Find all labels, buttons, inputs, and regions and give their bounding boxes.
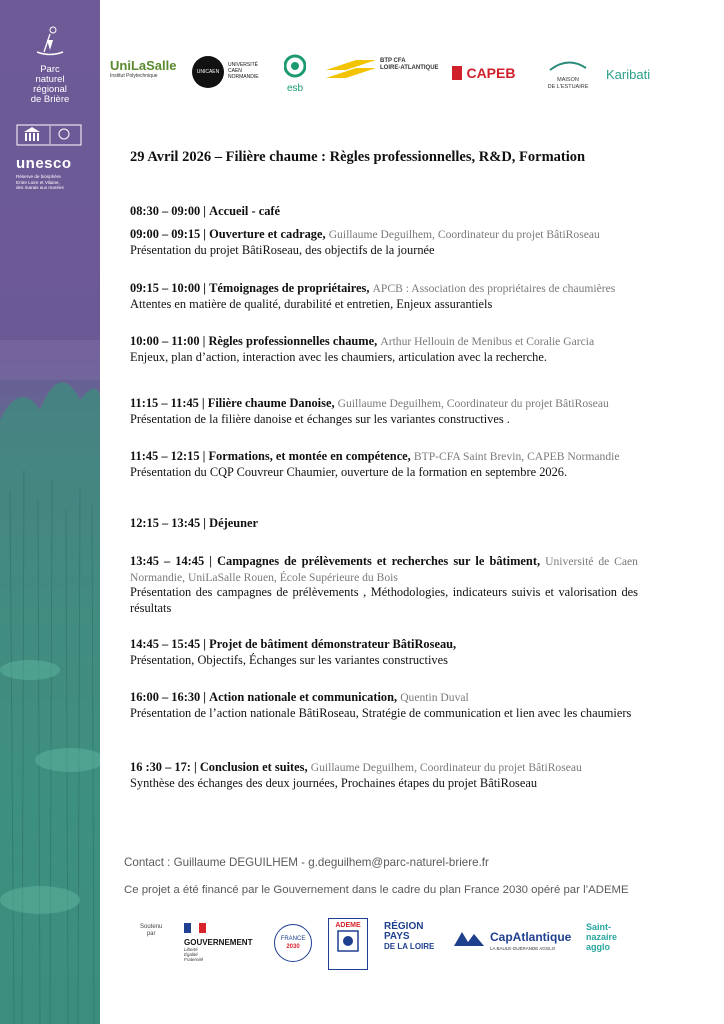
contact-line: Contact : Guillaume DEGUILHEM - g.deguilhem@parc-naturel-briere.fr xyxy=(124,856,489,869)
capatlantique-logo xyxy=(452,928,572,955)
parc-name-line: naturel xyxy=(35,74,65,85)
unesco-logo xyxy=(16,124,90,191)
program-item xyxy=(130,227,638,258)
gouvernement-wordmark: GOUVERNEMENT xyxy=(184,938,253,947)
saint-nazaire-agglo-logo xyxy=(586,922,617,952)
item-time: 11:45 – 12:15 | xyxy=(130,449,206,463)
funding-line: Ce projet a été financé par le Gouvernement dans le cadre du plan France 2030 opéré par l’ADEME xyxy=(124,884,629,896)
program-item xyxy=(130,690,638,721)
item-speaker: Quentin Duval xyxy=(400,691,469,704)
capeb-logo xyxy=(452,64,515,82)
item-speaker: Guillaume Deguilhem, Coordinateur du projet BâtiRoseau xyxy=(337,397,609,410)
france-2030-logo xyxy=(274,924,312,962)
item-time: 16:00 – 16:30 | xyxy=(130,690,207,704)
motto-line: Égalité xyxy=(184,952,198,957)
unicaen-sub: NORMANDIE xyxy=(228,74,259,80)
left-sidebar-band xyxy=(0,0,100,1024)
esb-wordmark: esb xyxy=(286,83,304,94)
region-pays-loire-logo xyxy=(384,922,434,952)
capeb-wordmark: CAPEB xyxy=(466,64,516,81)
item-time: 09:15 – 10:00 | xyxy=(130,281,207,295)
ademe-logo xyxy=(328,918,368,970)
ademe-emblem-icon xyxy=(336,929,360,953)
item-title: Déjeuner xyxy=(209,516,259,530)
item-description: Enjeux, plan d’action, interaction avec les chaumiers, articulation avec la recherche. xyxy=(130,349,547,364)
item-time: 08:30 – 09:00 | xyxy=(130,204,207,218)
item-time: 16 :30 – 17: | xyxy=(130,760,197,774)
france2030-line: FRANCE xyxy=(280,936,306,942)
item-speaker: BTP-CFA Saint Brevin, CAPEB Normandie xyxy=(413,450,620,463)
item-title: Règles professionnelles chaume, xyxy=(208,334,378,348)
unesco-sub-line: Réserve de biosphère xyxy=(16,174,61,179)
esb-logo xyxy=(284,54,306,94)
item-title: Ouverture et cadrage, xyxy=(209,227,326,241)
btp-title-line: BTP CFA xyxy=(380,58,406,64)
item-title: Projet de bâtiment démonstrateur BâtiRoseau, xyxy=(209,637,457,651)
item-description: Présentation de l’action nationale BâtiRoseau, Stratégie de communication et lien avec les chaumiers xyxy=(130,705,632,720)
capeb-mark-icon xyxy=(452,66,462,80)
item-title: Filière chaume Danoise, xyxy=(207,396,335,410)
parc-name-line: régional xyxy=(33,84,67,95)
saintnaz-line: Saint- xyxy=(586,922,612,932)
item-time: 12:15 – 13:45 | xyxy=(130,516,207,530)
program-item xyxy=(130,637,638,668)
unesco-temple-icon xyxy=(16,124,82,146)
unicaen-badge: UNICAEN xyxy=(192,56,224,88)
unicaen-logo xyxy=(192,56,262,90)
item-title: Formations, et montée en compétence, xyxy=(208,449,411,463)
item-title: Action nationale et communication, xyxy=(209,690,398,704)
item-title: Campagnes de prélèvements et recherches sur le bâtiment, xyxy=(217,554,541,568)
unesco-wordmark: unesco xyxy=(16,155,72,172)
heron-boat-icon xyxy=(35,24,65,58)
item-time: 14:45 – 15:45 | xyxy=(130,637,207,651)
partner-logos-bottom xyxy=(140,918,640,974)
esb-leaf-icon xyxy=(284,54,306,78)
tricolor-flag-icon xyxy=(184,923,206,933)
item-description: Présentation du CQP Couvreur Chaumier, ouverture de la formation en septembre 2026. xyxy=(130,464,568,479)
btp-title-line: LOIRE-ATLANTIQUE xyxy=(380,65,439,71)
soutenu-par-label xyxy=(140,924,162,938)
item-title: Témoignages de propriétaires, xyxy=(209,281,370,295)
unesco-sub-line: des marais aux marées xyxy=(16,185,64,190)
marsh-vegetation-illustration xyxy=(0,340,100,1024)
karibati-logo xyxy=(606,66,650,84)
item-time: 09:00 – 09:15 | xyxy=(130,227,207,241)
cap-wave-icon xyxy=(452,928,486,950)
unicaen-sub: UNIVERSITÉ xyxy=(228,62,259,68)
item-time: 13:45 – 14:45 | xyxy=(130,554,212,568)
motto-line: Fraternité xyxy=(184,957,204,962)
program-item xyxy=(130,449,638,480)
item-speaker: Guillaume Deguilhem, Coordinateur du projet BâtiRoseau xyxy=(310,761,582,774)
unilasalle-logo xyxy=(110,58,176,79)
item-time: 11:15 – 11:45 | xyxy=(130,396,205,410)
unicaen-sub: CAEN xyxy=(228,68,242,74)
program-item xyxy=(130,334,638,365)
gouvernement-logo xyxy=(184,920,252,962)
program-item xyxy=(130,396,638,427)
page-title: 29 Avril 2026 – Filière chaume : Règles professionnelles, R&D, Formation xyxy=(130,149,586,165)
btp-stripes-icon xyxy=(326,58,376,82)
motto-line: Liberté xyxy=(184,947,198,952)
cap-wordmark: CapAtlantique xyxy=(490,930,572,944)
region-line: RÉGION xyxy=(384,921,424,932)
program-item xyxy=(130,281,638,312)
maison-line: MAISON xyxy=(557,77,579,83)
item-time: 10:00 – 11:00 | xyxy=(130,334,206,348)
item-description: Présentation des campagnes de prélèvements , Méthodologies, indicateurs suivis et valorisation des résultats xyxy=(130,585,638,615)
parc-name-line: de Brière xyxy=(30,94,70,105)
saintnaz-line: nazaire xyxy=(586,932,618,942)
estuary-wave-icon xyxy=(548,58,588,72)
program-item xyxy=(130,204,638,220)
item-speaker: Guillaume Deguilhem, Coordinateur du projet BâtiRoseau xyxy=(328,228,600,241)
saintnaz-line: agglo xyxy=(586,942,610,952)
cap-subtitle: LA BAULE-GUÉRANDE AGGLO xyxy=(490,946,556,951)
item-title: Conclusion et suites, xyxy=(199,760,308,774)
item-description: Présentation du projet BâtiRoseau, des objectifs de la journée xyxy=(130,242,435,257)
item-description: Synthèse des échanges des deux journées, Prochaines étapes du projet BâtiRoseau xyxy=(130,775,538,790)
parc-name-line: Parc xyxy=(40,64,60,75)
maison-line: DE L'ESTUAIRE xyxy=(547,83,589,90)
program-item xyxy=(130,516,638,532)
unilasalle-wordmark: UniLaSalle xyxy=(110,58,177,73)
france2030-line: 2030 xyxy=(286,944,300,950)
item-description: Présentation de la filière danoise et échanges sur les variantes constructives . xyxy=(130,411,510,426)
program-item xyxy=(130,554,638,616)
maison-estuaire-logo xyxy=(538,58,598,90)
btp-cfa-logo xyxy=(326,58,439,87)
item-description: Présentation, Objectifs, Échanges sur les variantes constructives xyxy=(130,652,448,667)
unesco-sub-line: Entre Loire et Vilaine, xyxy=(16,179,60,185)
region-line: DE LA LOIRE xyxy=(384,942,435,951)
item-speaker: Université de Caen Normandie, UniLaSalle Rouen, École Supérieure du Bois xyxy=(130,555,638,584)
region-line: PAYS xyxy=(384,931,410,942)
item-speaker: APCB : Association des propriétaires de chaumières xyxy=(372,282,616,295)
unilasalle-subtitle: Institut Polytechnique xyxy=(110,73,158,79)
item-description: Attentes en matière de qualité, durabilité et entretien, Enjeux assurantiels xyxy=(130,296,493,311)
parc-briere-logo xyxy=(18,24,82,105)
partner-logos-top xyxy=(104,52,716,102)
program-item xyxy=(130,760,638,791)
ademe-wordmark: ADEME xyxy=(335,922,361,929)
item-speaker: Arthur Hellouin de Menibus et Coralie Garcia xyxy=(380,335,595,348)
soutenu-line: Soutenu xyxy=(140,924,163,930)
karibati-wordmark: Karibati xyxy=(606,67,651,82)
item-title: Accueil - café xyxy=(209,204,281,218)
soutenu-line: par xyxy=(146,931,156,937)
